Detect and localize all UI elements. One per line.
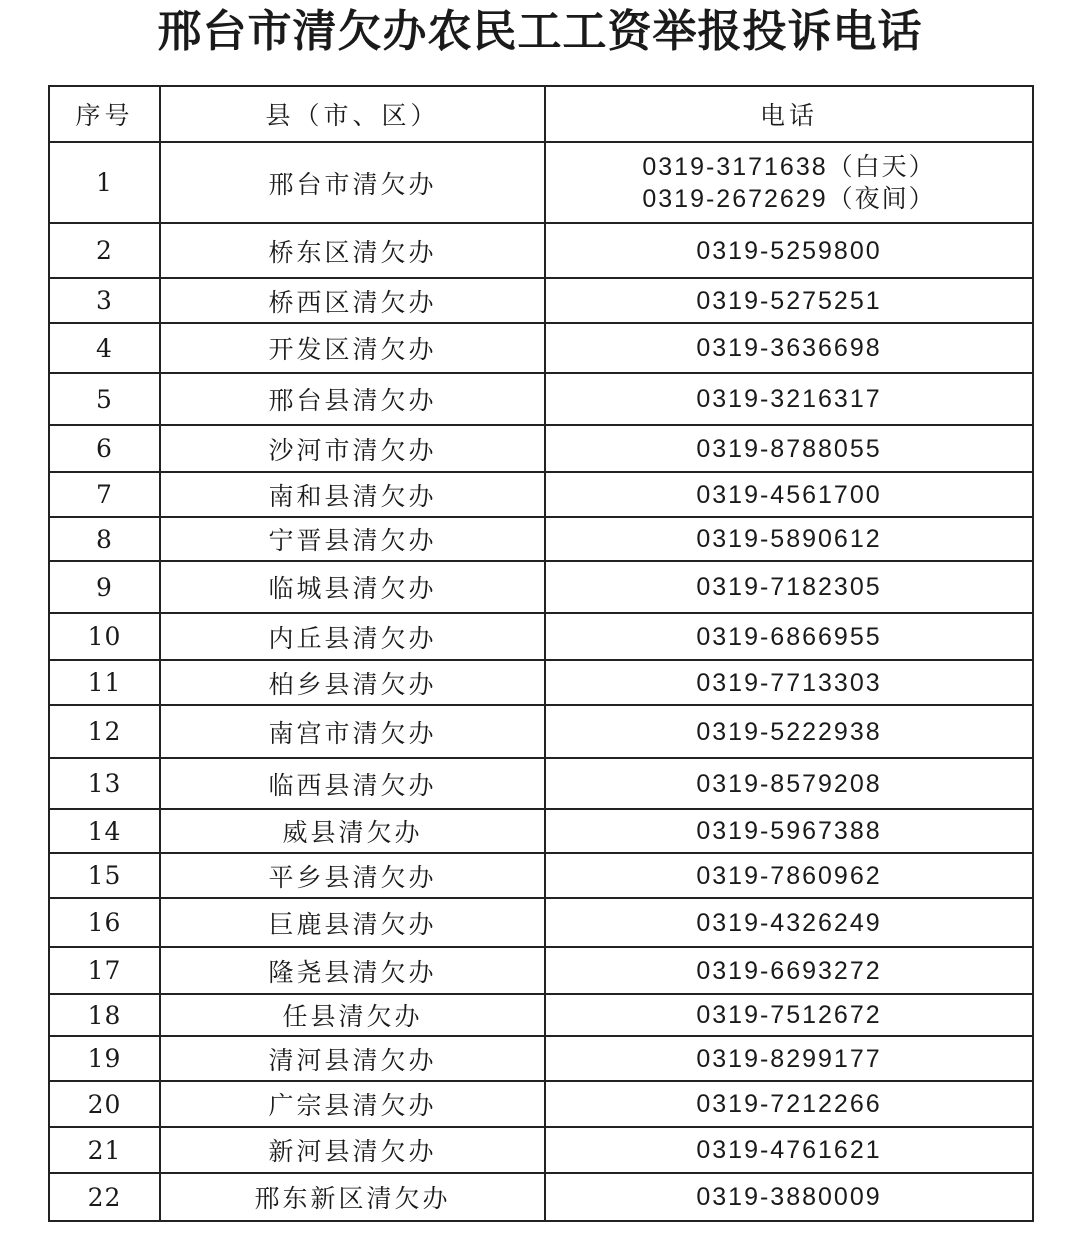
office-name: 沙河市清欠办 — [160, 425, 545, 472]
row-number: 1 — [49, 142, 160, 223]
table-row — [49, 809, 1033, 853]
table-row — [49, 613, 1033, 660]
table-row — [49, 660, 1033, 705]
hotline-table — [48, 85, 1034, 1222]
table-row — [49, 223, 1033, 278]
table-row — [49, 705, 1033, 758]
row-number: 3 — [49, 278, 160, 323]
phone-cell — [545, 373, 1033, 425]
row-number: 18 — [49, 994, 160, 1036]
phone-number: 0319-5967388 — [696, 817, 882, 845]
table-row — [49, 323, 1033, 373]
phone-cell — [545, 472, 1033, 517]
phone-cell — [545, 705, 1033, 758]
phone-cell — [545, 517, 1033, 561]
table-row — [49, 142, 1033, 223]
table-row — [49, 1081, 1033, 1127]
phone-cell — [545, 660, 1033, 705]
table-body — [49, 142, 1033, 1221]
row-number: 6 — [49, 425, 160, 472]
phone-cell — [545, 853, 1033, 898]
office-name: 邢台县清欠办 — [160, 373, 545, 425]
phone-cell — [545, 758, 1033, 809]
phone-cell — [545, 561, 1033, 613]
table-row — [49, 853, 1033, 898]
row-number: 22 — [49, 1173, 160, 1221]
phone-number: 0319-7860962 — [696, 861, 882, 890]
office-name: 邢台市清欠办 — [160, 142, 545, 223]
office-name: 宁晋县清欠办 — [160, 517, 545, 561]
table-row — [49, 947, 1033, 994]
header-phone: 电话 — [545, 86, 1033, 142]
header-number: 序号 — [49, 86, 160, 142]
phone-number: 0319-7512672 — [696, 1001, 882, 1029]
table-row — [49, 1036, 1033, 1081]
phone-number: 0319-3880009 — [696, 1183, 882, 1211]
table-row — [49, 425, 1033, 472]
row-number: 9 — [49, 561, 160, 613]
phone-cell — [545, 278, 1033, 323]
phone-number: 0319-6866955 — [696, 622, 882, 651]
phone-number: 0319-5275251 — [696, 286, 882, 315]
header-county: 县（市、区） — [160, 86, 545, 142]
phone-number: 0319-8579208 — [696, 769, 882, 798]
office-name: 南和县清欠办 — [160, 472, 545, 517]
row-number: 13 — [49, 758, 160, 809]
phone-number: 0319-4561700 — [696, 480, 882, 509]
table-row — [49, 373, 1033, 425]
phone-cell — [545, 947, 1033, 994]
office-name: 邢东新区清欠办 — [160, 1173, 545, 1221]
phone-number: 0319-6693272 — [696, 956, 882, 985]
phone-cell — [545, 809, 1033, 853]
office-name: 柏乡县清欠办 — [160, 660, 545, 705]
table-row — [49, 1173, 1033, 1221]
row-number: 15 — [49, 853, 160, 898]
phone-number: 0319-3636698 — [696, 334, 882, 362]
phone-number: 0319-2672629（夜间） — [642, 184, 936, 213]
phone-cell — [545, 142, 1033, 223]
row-number: 21 — [49, 1127, 160, 1173]
phone-cell — [545, 1036, 1033, 1081]
phone-cell — [545, 994, 1033, 1036]
row-number: 11 — [49, 660, 160, 705]
phone-cell — [545, 223, 1033, 278]
table-row — [49, 517, 1033, 561]
row-number: 2 — [49, 223, 160, 278]
phone-cell — [545, 613, 1033, 660]
office-name: 平乡县清欠办 — [160, 853, 545, 898]
phone-cell — [545, 323, 1033, 373]
office-name: 任县清欠办 — [160, 994, 545, 1036]
phone-cell — [545, 1081, 1033, 1127]
phone-number: 0319-3216317 — [696, 385, 882, 413]
row-number: 16 — [49, 898, 160, 947]
office-name: 巨鹿县清欠办 — [160, 898, 545, 947]
table-row — [49, 758, 1033, 809]
phone-cell — [545, 1173, 1033, 1221]
row-number: 17 — [49, 947, 160, 994]
phone-number: 0319-7713303 — [696, 668, 882, 697]
phone-number: 0319-5890612 — [696, 525, 882, 553]
office-name: 广宗县清欠办 — [160, 1081, 545, 1127]
row-number: 14 — [49, 809, 160, 853]
office-name: 清河县清欠办 — [160, 1036, 545, 1081]
phone-number: 0319-8788055 — [696, 434, 882, 463]
row-number: 10 — [49, 613, 160, 660]
phone-cell — [545, 898, 1033, 947]
phone-number: 0319-5259800 — [696, 236, 882, 265]
table-row — [49, 994, 1033, 1036]
table-header-row — [49, 86, 1033, 142]
phone-cell — [545, 425, 1033, 472]
phone-number: 0319-5222938 — [696, 717, 882, 746]
office-name: 新河县清欠办 — [160, 1127, 545, 1173]
office-name: 南宫市清欠办 — [160, 705, 545, 758]
row-number: 7 — [49, 472, 160, 517]
office-name: 隆尧县清欠办 — [160, 947, 545, 994]
phone-number: 0319-4326249 — [696, 908, 882, 937]
row-number: 20 — [49, 1081, 160, 1127]
phone-number: 0319-8299177 — [696, 1044, 882, 1073]
office-name: 内丘县清欠办 — [160, 613, 545, 660]
phone-number: 0319-3171638（白天） — [642, 152, 936, 181]
office-name: 开发区清欠办 — [160, 323, 545, 373]
office-name: 临西县清欠办 — [160, 758, 545, 809]
office-name: 临城县清欠办 — [160, 561, 545, 613]
row-number: 8 — [49, 517, 160, 561]
table-row — [49, 561, 1033, 613]
row-number: 19 — [49, 1036, 160, 1081]
phone-number: 0319-7182305 — [696, 573, 882, 601]
row-number: 12 — [49, 705, 160, 758]
phone-cell — [545, 1127, 1033, 1173]
row-number: 5 — [49, 373, 160, 425]
table-row — [49, 472, 1033, 517]
table-row — [49, 278, 1033, 323]
phone-number: 0319-4761621 — [696, 1136, 882, 1164]
office-name: 桥东区清欠办 — [160, 223, 545, 278]
phone-number: 0319-7212266 — [696, 1090, 882, 1118]
office-name: 威县清欠办 — [160, 809, 545, 853]
table-row — [49, 898, 1033, 947]
page-title: 邢台市清欠办农民工工资举报投诉电话 — [157, 6, 923, 57]
row-number: 4 — [49, 323, 160, 373]
table-row — [49, 1127, 1033, 1173]
office-name: 桥西区清欠办 — [160, 278, 545, 323]
